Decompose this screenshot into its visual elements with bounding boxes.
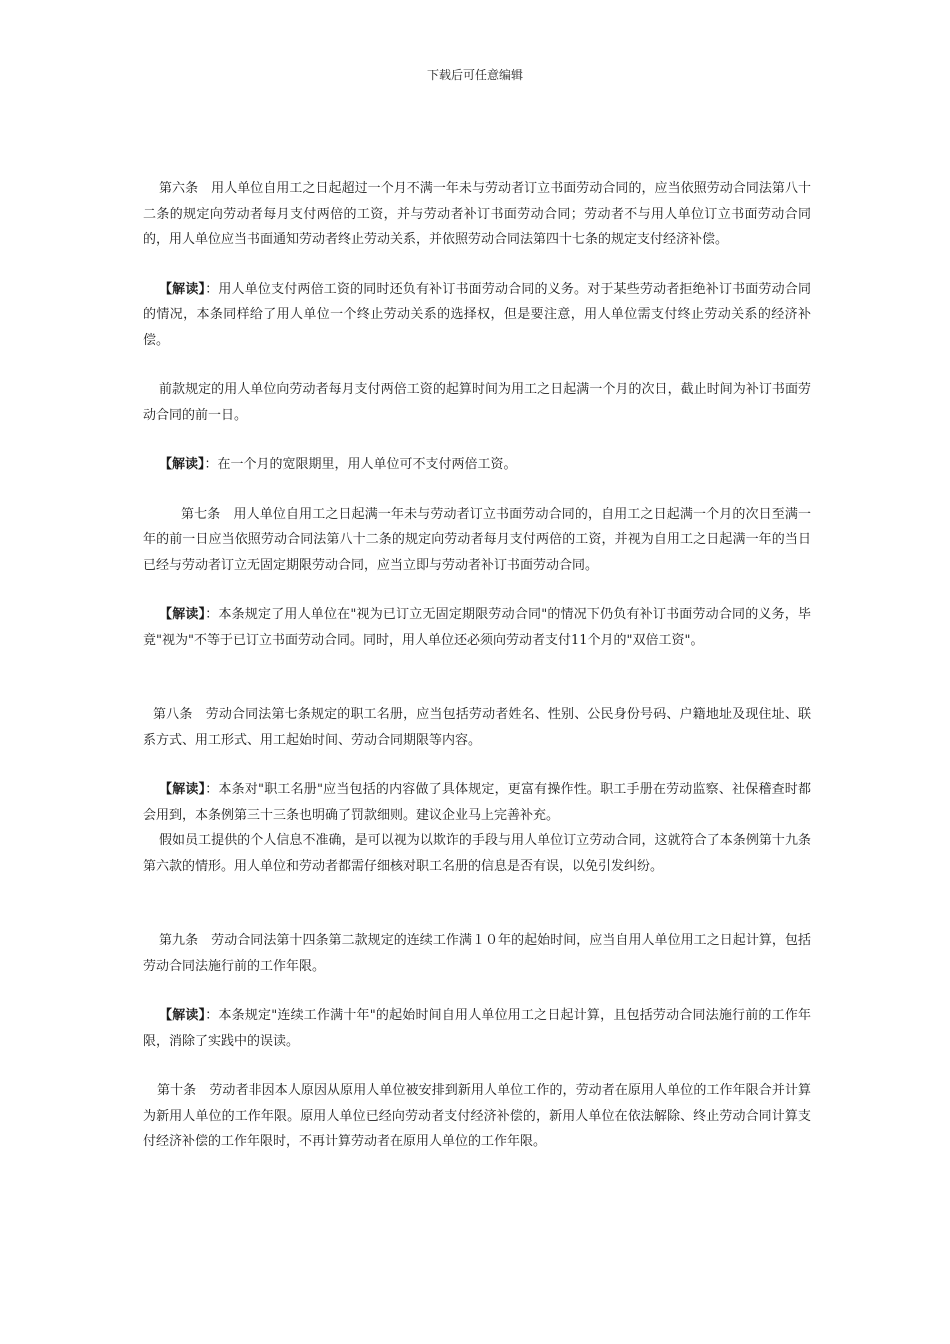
interpretation-8-note: 假如员工提供的个人信息不准确，是可以视为以欺诈的手段与用人单位订立劳动合同，这就符合了本条例第十九条第六款的情形。用人单位和劳动者都需仔细核对职工名册的信息是否有误，以免引发纠纷。 <box>143 833 811 874</box>
interpretation-text: ：用人单位支付两倍工资的同时还负有补订书面劳动合同的义务。对于某些劳动者拒绝补订书面劳动合同的情况，本条同样给了用人单位一个终止劳动关系的选择权，但是要注意，用人单位需支付终止劳动关系的经济补偿。 <box>143 281 811 348</box>
interpretation-8 <box>143 777 811 828</box>
interpretation-6-clause-2 <box>143 452 811 478</box>
interpretation-text: ：本条规定了用人单位在"视为已订立无固定期限劳动合同"的情况下仍负有补订书面劳动合同的义务，毕竟"视为"不等于已订立书面劳动合同。同时，用人单位还必须向劳动者支付11个月的"双倍工资"。 <box>143 607 811 648</box>
interpretation-text: ：本条规定"连续工作满十年"的起始时间自用人单位用工之日起计算，且包括劳动合同法施行前的工作年限，消除了实践中的误读。 <box>143 1008 811 1049</box>
article-9: 第九条 劳动合同法第十四条第二款规定的连续工作满１０年的起始时间，应当自用人单位用工之日起计算，包括劳动合同法施行前的工作年限。 <box>143 933 811 974</box>
interpretation-7 <box>143 602 811 653</box>
interpretation-label: 【解读】 <box>159 457 205 472</box>
article-10: 第十条 劳动者非因本人原因从原用人单位被安排到新用人单位工作的，劳动者在原用人单位的工作年限合并计算为新用人单位的工作年限。原用人单位已经向劳动者支付经济补偿的，新用人单位在依法解除、终止劳动合同计算支付经济补偿的工作年限时，不再计算劳动者在原用人单位的工作年限。 <box>143 1083 811 1149</box>
interpretation-text: ：本条对"职工名册"应当包括的内容做了具体规定，更富有操作性。职工手册在劳动监察、社保稽查时都会用到，本条例第三十三条也明确了罚款细则。建议企业马上完善补充。 <box>143 782 811 823</box>
article-6: 第六条 用人单位自用工之日起超过一个月不满一年未与劳动者订立书面劳动合同的，应当依照劳动合同法第八十二条的规定向劳动者每月支付两倍的工资，并与劳动者补订书面劳动合同；劳动者不与用人单位订立书面劳动合同的，用人单位应当书面通知劳动者终止劳动关系，并依照劳动合同法第四十七条的规定支付经济补偿。 <box>143 181 811 247</box>
interpretation-text: ：在一个月的宽限期里，用人单位可不支付两倍工资。 <box>204 457 517 472</box>
document-body <box>143 176 811 1179</box>
article-7: 第七条 用人单位自用工之日起满一年未与劳动者订立书面劳动合同的，自用工之日起满一个月的次日至满一年的前一日应当依照劳动合同法第八十二条的规定向劳动者每月支付两倍的工资，并视为自用工之日起满一年的当日已经与劳动者订立无固定期限劳动合同，应当立即与劳动者补订书面劳动合同。 <box>143 506 811 573</box>
interpretation-6 <box>143 277 811 354</box>
interpretation-label: 【解读】 <box>159 1008 206 1023</box>
interpretation-label: 【解读】 <box>159 607 206 622</box>
article-6-clause-2: 前款规定的用人单位向劳动者每月支付两倍工资的起算时间为用工之日起满一个月的次日，截止时间为补订书面劳动合同的前一日。 <box>143 382 811 423</box>
article-8: 第八条 劳动合同法第七条规定的职工名册，应当包括劳动者姓名、性别、公民身份号码、户籍地址及现住址、联系方式、用工形式、用工起始时间、劳动合同期限等内容。 <box>143 707 811 748</box>
interpretation-label: 【解读】 <box>159 281 206 297</box>
interpretation-label: 【解读】 <box>159 782 206 797</box>
page-header: 下载后可任意编辑 <box>426 68 523 82</box>
interpretation-9 <box>143 1003 811 1054</box>
